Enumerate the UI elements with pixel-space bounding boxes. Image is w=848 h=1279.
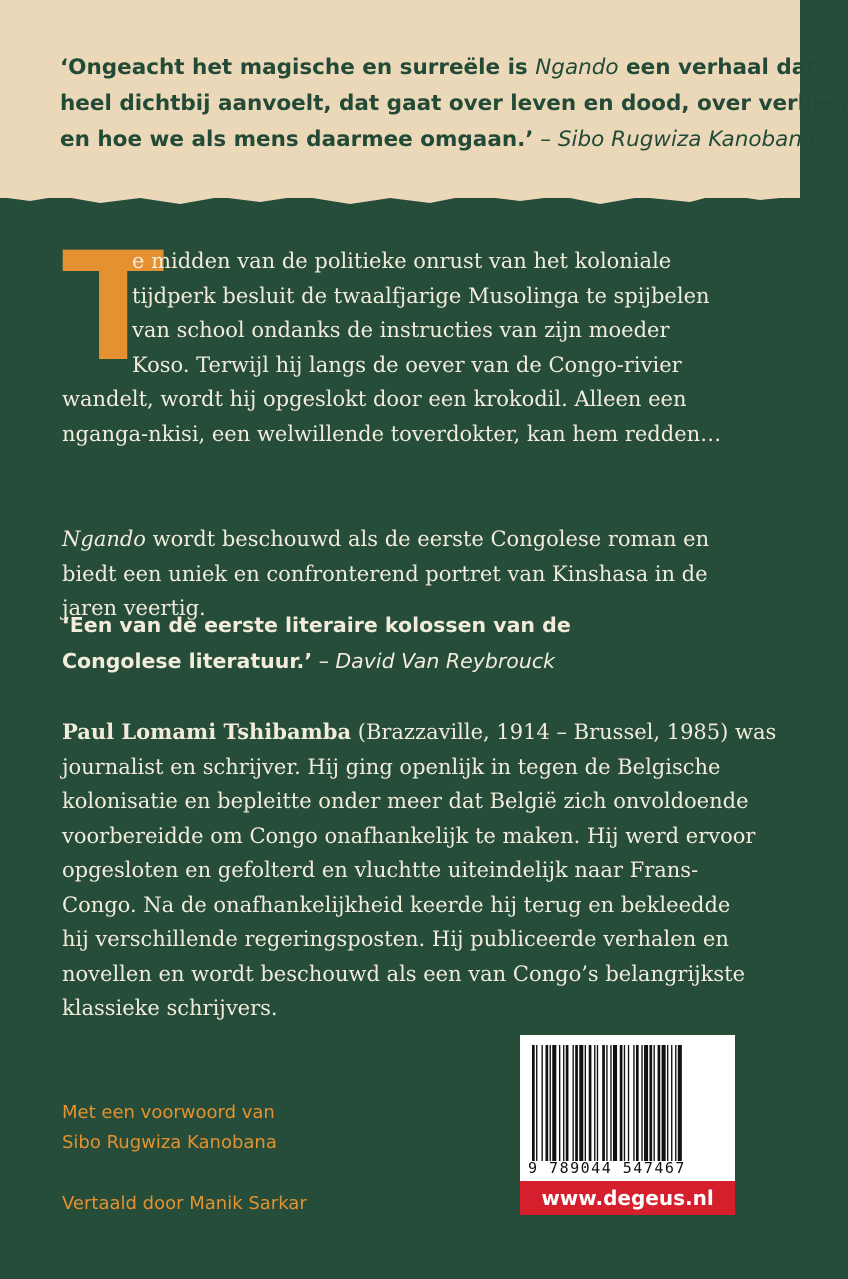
barcode-bar bbox=[563, 1045, 564, 1161]
barcode-bar bbox=[620, 1045, 623, 1161]
isbn-digits: 9 789044 547467 bbox=[528, 1159, 686, 1177]
book-title-italic: Ngando bbox=[535, 55, 619, 80]
bio-line: voorbereidde om Congo onafhankelijk te maken. Hij werd ervoor bbox=[62, 823, 756, 848]
quote-text: en hoe we als mens daarmee omgaan.’ bbox=[60, 127, 534, 152]
translator-credit bbox=[62, 1189, 307, 1219]
barcode-bar bbox=[559, 1045, 560, 1161]
quote-text: ‘Een van de eerste literaire kolossen van de bbox=[62, 613, 571, 637]
quote-attribution: – Sibo Rugwiza Kanobana bbox=[533, 127, 816, 152]
barcode-bar bbox=[633, 1045, 634, 1161]
synopsis-line: wandelt, wordt hij opgeslokt door een krokodil. Alleen een bbox=[62, 387, 687, 411]
quote-text: een verhaal dat bbox=[618, 55, 817, 80]
barcode-bar bbox=[678, 1045, 682, 1161]
bio-line: klassieke schrijvers. bbox=[62, 996, 278, 1020]
barcode-bar bbox=[546, 1045, 549, 1161]
foreword-credit bbox=[62, 1098, 277, 1158]
barcode-bar bbox=[594, 1045, 595, 1161]
barcode-bar bbox=[550, 1045, 551, 1161]
drop-cap: T bbox=[62, 221, 165, 395]
barcode-bar bbox=[573, 1045, 574, 1161]
barcode-bar bbox=[667, 1045, 668, 1161]
description-line: jaren veertig. bbox=[62, 596, 206, 620]
torn-paper-edge bbox=[0, 182, 800, 218]
quote-text: Congolese literatuur.’ bbox=[62, 649, 313, 673]
synopsis-line: van school ondanks de instructies van zijn moeder bbox=[132, 318, 670, 342]
barcode-bar bbox=[610, 1045, 611, 1161]
quote-text: ‘Ongeacht het magische en surreële is bbox=[60, 55, 536, 80]
barcode-bar bbox=[552, 1045, 556, 1161]
barcode-bar bbox=[624, 1045, 625, 1161]
description-line: wordt beschouwd als de eerste Congolese roman en bbox=[145, 527, 710, 551]
barcode-bar bbox=[541, 1045, 542, 1161]
bio-line: (Brazzaville, 1914 – Brussel, 1985) was bbox=[351, 720, 777, 744]
description-line: biedt een uniek en confronterend portret van Kinshasa in de bbox=[62, 561, 708, 586]
barcode-bar bbox=[575, 1045, 578, 1161]
barcode-bar bbox=[675, 1045, 676, 1161]
publisher-url: www.degeus.nl bbox=[520, 1181, 735, 1215]
synopsis-line: Koso. Terwijl hij langs de oever van de Congo-rivier bbox=[132, 352, 682, 377]
barcode-bar bbox=[654, 1045, 655, 1161]
barcode-bar bbox=[597, 1045, 598, 1161]
barcode-bar bbox=[636, 1045, 639, 1161]
barcode-bar bbox=[579, 1045, 583, 1161]
synopsis-paragraph bbox=[62, 221, 752, 451]
endorsement-quote-middle bbox=[62, 607, 571, 679]
barcode-bar bbox=[532, 1045, 535, 1161]
barcode-bar bbox=[566, 1045, 569, 1161]
author-name: Paul Lomami Tshibamba bbox=[62, 719, 352, 744]
credit-line: Sibo Rugwiza Kanobana bbox=[62, 1132, 277, 1153]
bio-line: Congo. Na de onafhankelijkheid keerde hij terug en bekleedde bbox=[62, 892, 731, 917]
synopsis-line: e midden van de politieke onrust van het koloniale bbox=[132, 249, 672, 273]
bio-line: journalist en schrijver. Hij ging openlijk in tegen de Belgische bbox=[62, 754, 721, 779]
barcode-bar bbox=[628, 1045, 629, 1161]
synopsis-line: tijdperk besluit de twaalfjarige Musolinga te spijbelen bbox=[132, 283, 710, 308]
bio-line: kolonisatie en bepleitte onder meer dat België zich onvoldoende bbox=[62, 789, 749, 813]
credit-line: Vertaald door Manik Sarkar bbox=[62, 1193, 307, 1214]
barcode-bar bbox=[606, 1045, 607, 1161]
bio-line: hij verschillende regeringsposten. Hij publiceerde verhalen en bbox=[62, 927, 729, 951]
synopsis-line: nganga-nkisi, een welwillende toverdokter, kan hem redden… bbox=[62, 421, 722, 446]
barcode-bar bbox=[613, 1045, 617, 1161]
barcode-bar bbox=[658, 1045, 661, 1161]
barcode-bar bbox=[649, 1045, 652, 1161]
barcode-bar bbox=[602, 1045, 605, 1161]
bio-line: novellen en wordt beschouwd als een van Congo’s belangrijkste bbox=[62, 961, 746, 986]
endorsement-quote-top bbox=[60, 50, 848, 158]
book-title-italic: Ngando bbox=[62, 527, 146, 551]
bio-line: opgesloten en gefolterd en vluchtte uiteindelijk naar Frans- bbox=[62, 858, 699, 882]
credit-line: Met een voorwoord van bbox=[62, 1102, 275, 1123]
isbn-barcode bbox=[520, 1035, 735, 1215]
barcode-bar bbox=[662, 1045, 666, 1161]
barcode-bar bbox=[585, 1045, 586, 1161]
quote-text: heel dichtbij aanvoelt, dat gaat over leven en dood, over verlies, bbox=[60, 91, 848, 116]
barcode-bar bbox=[644, 1045, 648, 1161]
barcode-bar bbox=[671, 1045, 672, 1161]
barcode-bar bbox=[641, 1045, 642, 1161]
author-bio-paragraph bbox=[62, 715, 777, 1026]
barcode-bar bbox=[589, 1045, 592, 1161]
quote-attribution: – David Van Reybrouck bbox=[312, 649, 555, 673]
barcode-bars bbox=[532, 1045, 724, 1161]
barcode-bar bbox=[536, 1045, 537, 1161]
